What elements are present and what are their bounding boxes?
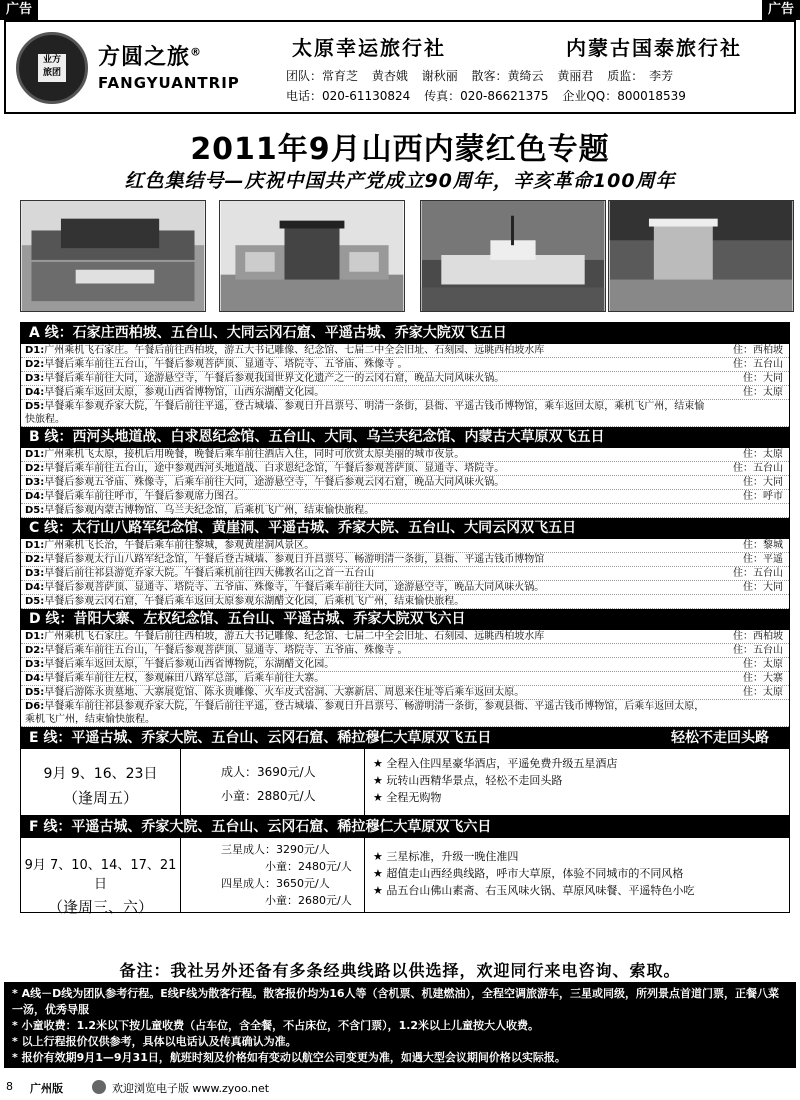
route-e-tagline: 轻松不走回头路 (671, 730, 769, 746)
day-label: D1: (25, 631, 45, 642)
day-text (25, 567, 785, 580)
contact-line-2 (286, 86, 696, 106)
day-text (25, 581, 785, 594)
photo-hall-graphic (421, 201, 605, 311)
ad-tag-left: 广告 (0, 0, 38, 20)
day-desc: 早餐后游陈永贵墓地、大寨展览馆、陈永贵雕像、火车皮式窑洞、大寨新居、周恩来住址等后乘车返回太原。 (44, 687, 525, 698)
photo-xibaipo-graphic (21, 201, 205, 311)
feature-item: ★ 全程入住四星豪华酒店，平遥免费升级五星酒店 (373, 757, 618, 770)
route-e-date-list: 9月 9、16、23日 (43, 766, 158, 782)
day-text (25, 700, 785, 726)
itinerary-day (21, 490, 789, 504)
day-desc: 广州乘机飞太原，接机后用晚餐，晚餐后乘车前往酒店入住，同时可欣赏太原美丽的城市夜景。 (44, 449, 465, 460)
day-desc: 早餐后乘车前往五台山，途中参观西河头地道战、白求恩纪念馆，午餐后参观菩萨顶、显通寺、塔院寺。 (44, 463, 505, 474)
itinerary-day (21, 504, 789, 518)
day-desc: 早餐后参观太行山八路军纪念馆，午餐后登古城墙、参观日升昌票号、畅游明清一条街，县衙、平遥古钱币博物馆 (44, 554, 545, 565)
itinerary-day (21, 372, 789, 386)
feature-text: 三星标准，升级一晚住准四 (386, 850, 519, 863)
site-link[interactable]: 欢迎浏览电子版 www.zyoo.net (112, 1082, 270, 1095)
day-label: D2: (25, 554, 45, 565)
route-b (21, 427, 789, 518)
contact-item: 谢秋丽 (421, 69, 458, 83)
route-f-title: F 线：平遥古城、乔家大院、五台山、云冈石窟、稀拉穆仁大草原双飞六日 (21, 816, 789, 838)
day-label: D6: (25, 701, 45, 712)
day-desc: 广州乘机飞石家庄。午餐后前往西柏坡，游五大书记雕像、纪念馆、七届二中全会旧址、石刻园、远眺西柏坡水库 (44, 345, 545, 356)
day-text (25, 595, 785, 608)
itinerary-day (21, 553, 789, 567)
route-e-features (373, 755, 617, 806)
route-e-title (21, 727, 789, 749)
route-f-dates (21, 838, 181, 916)
day-desc: 早餐乘车参观乔家大院，午餐后前往平遥，登古城墙、参观日升昌票号、明清一条街，县衙、平遥古钱币博物馆，乘车返回太原，乘机飞广州，结束愉快旅程。 (25, 401, 705, 425)
itinerary-day (21, 672, 789, 686)
day-stay: 住：西柏坡 (733, 631, 783, 642)
day-text (25, 539, 785, 552)
note-item: * 小童收费：1.2米以下按儿童收费（占车位，含全餐，不占床位，不含门票），1.2米以上儿童按大人收费。 (12, 1019, 540, 1032)
day-text (25, 400, 785, 426)
contact-block (286, 66, 696, 106)
price-4star-child: 小童：2680元/人 (265, 894, 352, 907)
contact-qq: 企业QQ：800018539 (562, 89, 686, 103)
day-text (25, 658, 785, 671)
contact-line-1 (286, 66, 696, 86)
photo-memorial-hall (420, 200, 606, 312)
day-text (25, 644, 785, 657)
feature-item: ★ 超值走山西经典线路，呼市大草原，体验不同城市的不同风格 (373, 867, 684, 880)
route-a-title: A 线：石家庄西柏坡、五台山、大同云冈石窟、平遥古城、乔家大院双飞五日 (21, 323, 789, 344)
day-desc: 早餐后参观云冈石窟，午餐后乘车返回太原参观东湖醋文化园，后乘机飞广州，结束愉快旅程。 (44, 596, 465, 607)
itinerary-day (21, 581, 789, 595)
photo-gate-graphic (220, 201, 404, 311)
day-text (25, 344, 785, 357)
edition-label: 广州版 (30, 1082, 63, 1095)
contact-item: 质监： (607, 69, 644, 83)
day-text (25, 490, 785, 503)
page-title: 2011年9月山西内蒙红色专题 (190, 132, 610, 167)
logo-inner-text: 业方 旅团 (38, 54, 66, 82)
day-label: D4: (25, 491, 45, 502)
day-stay: 住：平遥 (743, 554, 783, 565)
contact-item: 散客：黄绮云 (471, 69, 544, 83)
itinerary-day (21, 630, 789, 644)
route-b-title: B 线：西河头地道战、白求恩纪念馆、五台山、大同、乌兰夫纪念馆、内蒙古大草原双飞五日 (21, 427, 789, 448)
day-stay: 住：太原 (743, 449, 783, 460)
note-item: * A线－D线为团队参考行程。E线F线为散客行程。散客报价均为16人等（含机票、机建燃油），全程空调旅游车，三星或同级，所列景点首道门票，正餐八菜一汤，优秀导服 (12, 987, 780, 1016)
day-stay: 住：太原 (743, 687, 783, 698)
day-stay: 住：黎城 (743, 540, 783, 551)
itinerary-day (21, 700, 789, 727)
itinerary-day (21, 539, 789, 553)
itinerary-day (21, 358, 789, 372)
day-label: D3: (25, 477, 45, 488)
note-item: * 以上行程报价仅供参考，具体以电话认及传真确认为准。 (12, 1035, 297, 1048)
day-label: D4: (25, 387, 45, 398)
day-stay: 住：西柏坡 (733, 345, 783, 356)
day-desc: 广州乘机飞石家庄。午餐后前往西柏坡，游五大书记雕像、纪念馆、七届二中全会旧址、石刻园、远眺西柏坡水库 (44, 631, 545, 642)
remark-line: 备注：我社另外还备有多条经典线路以供选择，欢迎同行来电咨询、索取。 (119, 961, 681, 980)
price-3star-child: 小童：2480元/人 (265, 860, 352, 873)
day-label: D3: (25, 659, 45, 670)
route-e-prices (181, 749, 365, 815)
itinerary-day (21, 476, 789, 490)
itinerary-day (21, 644, 789, 658)
photo-monument-graphic (609, 201, 793, 311)
day-stay: 住：五台山 (733, 463, 783, 474)
day-label: D4: (25, 582, 45, 593)
feature-item: ★ 三星标准，升级一晚住准四 (373, 850, 519, 863)
page-subtitle: 红色集结号—庆祝中国共产党成立90周年，辛亥革命100周年 (124, 170, 676, 192)
feature-text: 品五台山佛山素斋、右玉风味火锅、草原风味餐、平遥特色小吃 (386, 884, 695, 897)
itinerary-day (21, 462, 789, 476)
routes-table (20, 322, 790, 916)
day-stay: 住：大寨 (743, 673, 783, 684)
day-stay: 住：五台山 (733, 645, 783, 656)
route-e (21, 727, 789, 816)
itinerary-day (21, 386, 789, 400)
notes-box (4, 982, 796, 1068)
day-text (25, 448, 785, 461)
day-label: D2: (25, 463, 45, 474)
itinerary-day (21, 448, 789, 462)
day-label: D5: (25, 401, 45, 412)
ad-tag-right: 广告 (762, 0, 800, 20)
itinerary-day (21, 344, 789, 358)
agency-name-2: 内蒙古国泰旅行社 (566, 36, 742, 60)
day-desc: 早餐后参观内蒙古博物馆、乌兰夫纪念馆，后乘机飞广州，结束愉快旅程。 (44, 505, 375, 516)
page-number: 8 (6, 1080, 13, 1093)
itinerary-day (21, 686, 789, 700)
day-text (25, 553, 785, 566)
day-label: D3: (25, 373, 45, 384)
route-e-weekday: （逢周五） (62, 789, 138, 807)
header-box (4, 20, 796, 114)
day-text (25, 672, 785, 685)
route-f-body (21, 838, 789, 916)
route-d-title: D 线：昔阳大寨、左权纪念馆、五台山、平遥古城、乔家大院双飞六日 (21, 609, 789, 630)
photo-xibaipo-sculpture (20, 200, 206, 312)
day-stay: 住：五台山 (733, 359, 783, 370)
logo-icon (16, 32, 88, 104)
route-c-title: C 线：太行山八路军纪念馆、黄崖洞、平遥古城、乔家大院、五台山、大同云冈双飞五日 (21, 518, 789, 539)
day-label: D5: (25, 687, 45, 698)
day-text (25, 476, 785, 489)
itinerary-day (21, 567, 789, 581)
day-desc: 早餐后乘车返回太原，参观山西省博物馆，山西东湖醋文化园。 (44, 387, 325, 398)
day-desc: 早餐后乘车前往五台山，午餐后参观菩萨顶、显通寺、塔院寺、五爷庙、殊像寺 。 (44, 359, 408, 370)
contact-item: 黄丽君 (557, 69, 594, 83)
day-desc: 早餐后乘车前往左权，参观麻田八路军总部，后乘车前往大寨。 (44, 673, 325, 684)
itinerary-day (21, 595, 789, 609)
route-f-weekday: （逢周三、六） (47, 898, 153, 916)
contact-item: 李芳 (649, 69, 674, 83)
feature-text: 全程无购物 (386, 791, 442, 804)
day-text (25, 386, 785, 399)
day-text (25, 372, 785, 385)
route-f (21, 816, 789, 916)
day-desc: 早餐后参观五爷庙、殊像寺，后乘车前往大同，途游悬空寺，午餐后参观云冈石窟，晚品大同风味火锅。 (44, 477, 505, 488)
day-stay: 住：大同 (743, 373, 783, 384)
day-text (25, 630, 785, 643)
logo-name (98, 40, 202, 71)
day-stay: 住：大同 (743, 477, 783, 488)
day-label: D1: (25, 540, 45, 551)
day-stay: 住：大同 (743, 582, 783, 593)
photo-monument (608, 200, 794, 312)
route-e-body (21, 749, 789, 816)
day-text (25, 462, 785, 475)
day-stay: 住：五台山 (733, 568, 783, 579)
day-label: D3: (25, 568, 45, 579)
day-desc: 广州乘机飞长治，午餐后乘车前往黎城，参观黄崖洞风景区。 (44, 540, 315, 551)
logo-latin: FANGYUANTRIP (98, 74, 240, 92)
day-desc: 早餐后乘车前往大同，途游悬空寺，午餐后参观我国世界文化遗产之一的云冈石窟，晚品大同风味火锅。 (44, 373, 505, 384)
day-text (25, 358, 785, 371)
route-f-prices (181, 838, 365, 912)
day-label: D1: (25, 345, 45, 356)
price-3star-adult: 三星成人：3290元/人 (221, 843, 330, 856)
photo-memorial-gate (219, 200, 405, 312)
price-adult: 成人：3690元/人 (221, 765, 316, 779)
day-stay: 住：太原 (743, 659, 783, 670)
route-d (21, 609, 789, 727)
day-label: D5: (25, 596, 45, 607)
day-label: D2: (25, 645, 45, 656)
contact-fax: 传真：020-86621375 (424, 89, 549, 103)
contact-item: 黄杏娥 (371, 69, 408, 83)
feature-text: 全程入住四星豪华酒店，平遥免费升级五星酒店 (386, 757, 618, 770)
day-desc: 早餐乘车前往祁县参观乔家大院，午餐后前往平遥，登古城墙、参观日升昌票号、畅游明清一条街，参观县衙、平遥古钱币博物馆，后乘车返回太原，乘机飞广州，结束愉快旅程。 (25, 701, 705, 725)
price-child: 小童：2880元/人 (221, 789, 316, 803)
day-desc: 早餐后乘车前往五台山，午餐后参观菩萨顶、显通寺、塔院寺、五爷庙、殊像寺 。 (44, 645, 408, 656)
itinerary-day (21, 658, 789, 672)
itinerary-day (21, 400, 789, 427)
day-label: D5: (25, 505, 45, 516)
site-logo-icon (92, 1080, 106, 1094)
price-4star-adult: 四星成人：3650元/人 (221, 877, 330, 890)
feature-text: 超值走山西经典线路，呼市大草原，体验不同城市的不同风格 (386, 867, 684, 880)
note-item: * 报价有效期9月1—9月31日，航班时刻及价格如有变动以航空公司变更为准，如遇大型会议期间价格以实际报。 (12, 1051, 566, 1064)
contact-phone: 电话：020-61130824 (286, 89, 411, 103)
day-stay: 住：太原 (743, 387, 783, 398)
day-stay: 住：呼市 (743, 491, 783, 502)
day-label: D4: (25, 673, 45, 684)
route-f-date-list: 9月 7、10、14、17、21日 (24, 858, 177, 892)
route-e-dates (21, 749, 181, 815)
feature-text: 玩转山西精华景点，轻松不走回头路 (386, 774, 563, 787)
agency-name-1: 太原幸运旅行社 (292, 36, 446, 60)
day-label: D1: (25, 449, 45, 460)
feature-item: ★ 全程无购物 (373, 791, 442, 804)
route-a (21, 323, 789, 427)
day-text (25, 686, 785, 699)
route-f-features (373, 848, 694, 899)
day-desc: 早餐后乘车前往呼市，午餐后参观席力图召。 (44, 491, 245, 502)
feature-item: ★ 品五台山佛山素斋、右玉风味火锅、草原风味餐、平遥特色小吃 (373, 884, 695, 897)
contact-item: 团队：常育芝 (286, 69, 359, 83)
logo-reg: ® (190, 45, 203, 59)
route-c (21, 518, 789, 609)
logo-name-text: 方圆之旅 (98, 45, 191, 70)
day-desc: 早餐后乘车返回太原，午餐后参观山西省博物院，东湖醋文化园。 (44, 659, 335, 670)
day-text (25, 504, 785, 517)
day-label: D2: (25, 359, 45, 370)
feature-item: ★ 玩转山西精华景点，轻松不走回头路 (373, 774, 563, 787)
route-e-label: E 线：平遥古城、乔家大院、五台山、云冈石窟、稀拉穆仁大草原双飞五日 (29, 730, 492, 746)
day-desc: 早餐后参观菩萨顶、显通寺、塔院寺、五爷庙、殊像寺，午餐后乘车前往大同，途游悬空寺，晚品大同风味火锅。 (44, 582, 545, 593)
day-desc: 早餐后前往祁县游览乔家大院。午餐后乘机前往四大佛教名山之首一五台山 (44, 568, 375, 579)
